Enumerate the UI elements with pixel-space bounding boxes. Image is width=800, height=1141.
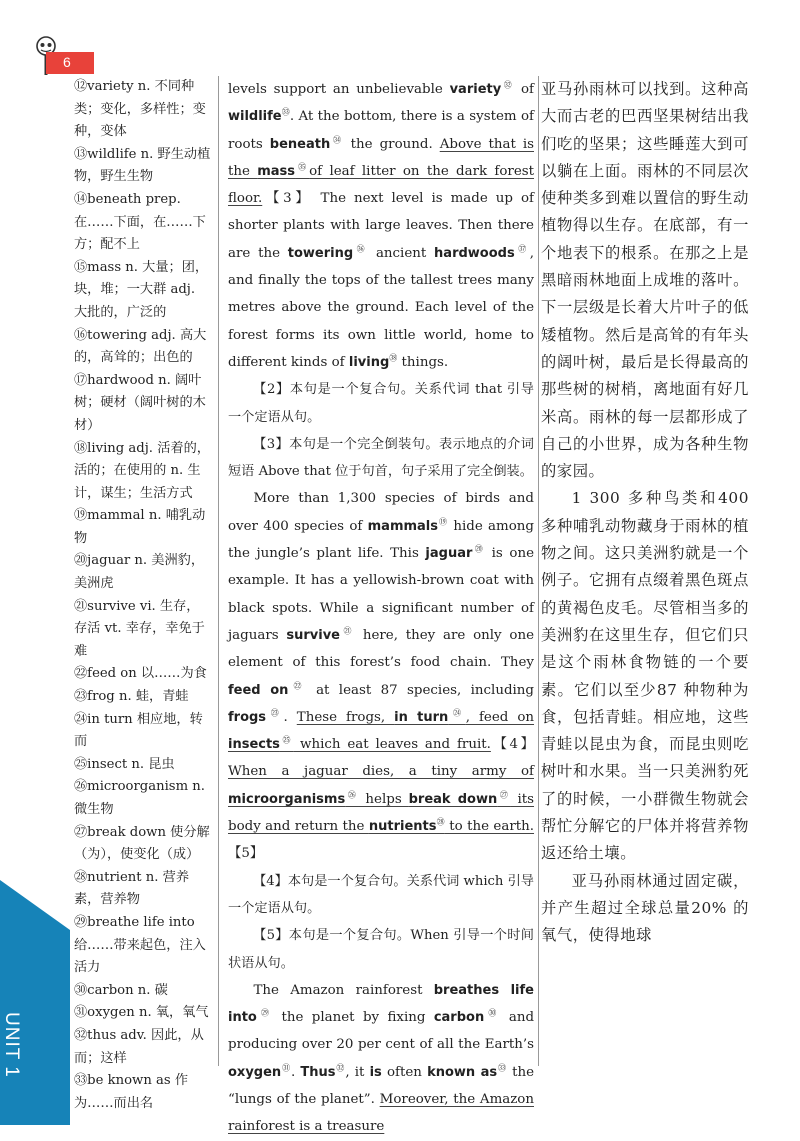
glossary-entry: ㉛oxygen n. 氧，氧气 [74, 1005, 209, 1021]
translation-paragraph: 亚马孙雨林通过固定碳，并产生超过全球总量20% 的氧气，使得地球 [541, 871, 749, 945]
column-divider [218, 76, 219, 1066]
glossary-entry: ㉝be known as 作为……而出名 [74, 1073, 189, 1111]
glossary-entry: ⑭beneath prep. 在……下面，在……下方；配不上 [74, 191, 206, 253]
chinese-translation [541, 76, 749, 950]
glossary-entry: ㉕insect n. 昆虫 [74, 756, 175, 772]
glossary-entry: ⑳jaguar n. 美洲豹，美洲虎 [74, 553, 205, 592]
glossary-entry: ⑰hardwood n. 阔叶树；硬材（阔叶树的木材） [74, 372, 206, 433]
underlined-sentence: When a jaguar dies, a tiny army of microorganisms$^㉖$ helps break down$^㉗$ its body and return the nutrients$^㉘$ to the earth. [228, 764, 535, 835]
glossary-entry: ㉗break down 使分解（为），使变化（成） [74, 824, 210, 863]
glossary-entry: ㉘nutrient n. 营养素，营养物 [74, 869, 190, 908]
grammar-note: 【2】本句是一个复合句。关系代词 that 引导一个定语从句。 [228, 382, 534, 425]
glossary-entry: ⑬wildlife n. 野生动植物，野生生物 [74, 146, 211, 185]
glossary-entry: ㉓frog n. 蛙，青蛙 [74, 689, 189, 705]
glossary-entry: ⑯towering adj. 高大的，高耸的；出色的 [74, 327, 207, 366]
glossary-entry: ㉒feed on 以……为食 [74, 666, 207, 682]
underlined-sentence: Above that is the mass$^㉟$of leaf litter on the dark forest floor. [228, 136, 535, 207]
glossary-entry: ⑲mammal n. 哺乳动物 [74, 508, 206, 546]
unit-label: UNIT 1 [1, 1012, 22, 1078]
paragraph: More than 1,300 species of birds and over 400 species of mammals⑲ hide among the jungle’s plant life. This jaguar⑳ is one example. It has a yellowish-brown coat with black spots. While a significant number of jaguars survive$^㉑$ here, they are only one element of this forest’s food chain. They feed $on^㉒$ at least 87 species, including frogs$^㉓$. These frogs, in turn$^㉔$, feed on insects$^㉕$ which eat leaves and fruit.【4】When a jaguar dies, a tiny army of microorganisms$^㉖$ helps break down$^㉗$ its body and return the nutrients$^㉘$ to the earth.【5】 [228, 491, 535, 862]
vocabulary-glossary [74, 76, 212, 1115]
column-divider [538, 76, 539, 1066]
glossary-entry: ⑱living adj. 活着的，活的；在使用的 n. 生计，谋生；生活方式 [74, 440, 210, 501]
main-reading-text [228, 76, 534, 1141]
paragraph: The Amazon rainforest breathes life into$^㉙$ the planet by fixing carbon$^㉚$ and producing over 20 per cent of all the Earth’s oxygen$^㉛$. Thus$^㉜$, it is often known $as^㉝$ the “lungs of the planet”. Moreover, the Amazon rainforest is a treasure [228, 982, 535, 1135]
underlined-sentence: These frogs, in turn$^㉔$, feed on insects$^㉕$ which eat leaves and fruit. [228, 708, 535, 753]
grammar-note: 【5】本句是一个复合句。When 引导一个时间状语从句。 [228, 928, 534, 971]
page-number: 6 [63, 54, 71, 70]
glossary-entry: ㉑survive vi. 生存，存活 vt. 幸存，幸免于难 [74, 598, 205, 659]
glossary-entry: ㉔in turn 相应地，转而 [74, 711, 203, 750]
grammar-note: 【4】本句是一个复合句。关系代词 which 引导一个定语从句。 [228, 873, 534, 916]
translation-paragraph: 亚马孙雨林可以找到。这种高大而古老的巴西坚果树结出我们吃的坚果；这些睡莲大到可以躺在上面。雨林的不同层次使种类多到难以置信的野生动植物得以生存。在底部，有一个地表下的根系。在那之上是黑暗雨林地面上成堆的落叶。下一层级是长着大片叶子的低矮植物。然后是高耸的有年头的阔叶树，最后是长得最高的那些树的树梢，离地面有好几米高。雨林的每一层都形成了自己的小世界，成为各种生物的家园。 [541, 80, 749, 481]
glossary-entry: ⑮mass n. 大量；团，块，堆；一大群 adj. 大批的，广泛的 [74, 259, 209, 320]
paragraph: levels support an unbelievable variety$^㉜$ of wildlife$^㉝$. At the bottom, there is a system of roots beneath$^㉞$ the ground. Above that is the mass$^㉟$of leaf litter on the dark forest floor.【3】 The next level is made up of shorter plants with large leaves. Then there are the towering$^㊱$ ancient hardwoods$^㊲$, and finally the tops of the tallest trees many metres above the ground. Each level of the forest forms its own little world, home to different kinds of living$^㊳$ things. [228, 80, 535, 370]
glossary-entry: ㉚carbon n. 碳 [74, 982, 168, 998]
translation-paragraph: 1 300 多种鸟类和400 多种哺乳动物藏身于雨林的植物之间。这只美洲豹就是一个例子。它拥有点缀着黑色斑点的黄褐色皮毛。尽管相当多的美洲豹在这里生存，但它们只是这个雨林食物链的一个要素。它们以至少87 种物种为食，包括青蛙。相应地，这些青蛙以昆虫为食，而昆虫则吃树叶和水果。当一只美洲豹死了的时候，一小群微生物就会帮忙分解它的尸体并将营养物返还给土壤。 [541, 489, 749, 863]
unit-tab [0, 880, 70, 1125]
glossary-entry: ⑫variety n. 不同种类；变化，多样性；变种，变体 [74, 79, 206, 140]
glossary-entry: ㉖microorganism n. 微生物 [74, 779, 205, 817]
glossary-entry: ㉜thus adv. 因此，从而；这样 [74, 1027, 204, 1066]
grammar-note: 【3】本句是一个完全倒装句。表示地点的介词短语 Above that 位于句首，句子采用了完全倒装。 [228, 436, 534, 480]
underlined-sentence: Moreover, the Amazon rainforest is a treasure [228, 1091, 534, 1135]
glossary-entry: ㉙breathe life into 给……带来起色，注入活力 [74, 914, 206, 976]
